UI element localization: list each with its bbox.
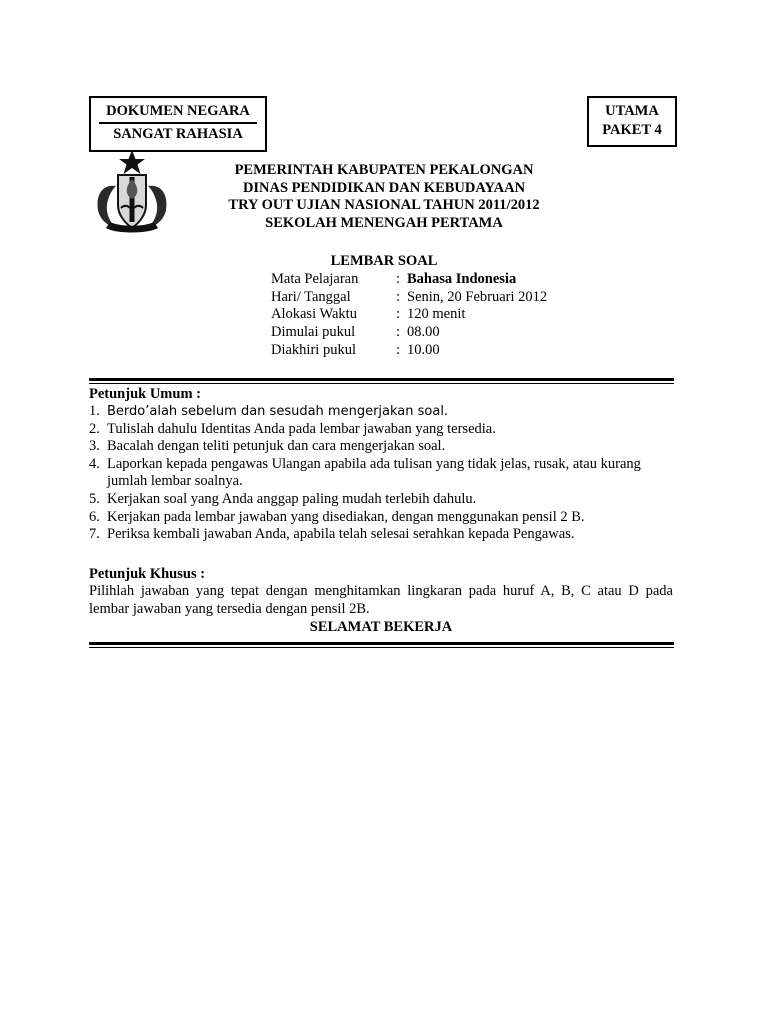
classification-divider [99, 122, 257, 124]
list-item-text: Laporkan kepada pengawas Ulangan apabila ada tulisan yang tidak jelas, rusak, atau kurang jumlah lembar soalnya. [107, 455, 641, 490]
sheet-title: LEMBAR SOAL [330, 253, 438, 269]
specific-instructions-title: Petunjuk Khusus : [89, 566, 206, 582]
info-label: Alokasi Waktu [271, 306, 357, 323]
info-label: Mata Pelajaran [271, 271, 359, 287]
info-value: Bahasa Indonesia [407, 271, 517, 287]
general-instructions-title: Petunjuk Umum : [89, 386, 201, 402]
section-divider-bottom [89, 642, 674, 648]
list-item: 1. Berdo’alah sebelum dan sesudah mengerjakan soal. [89, 403, 449, 419]
heading-line-4: SEKOLAH MENENGAH PERTAMA [265, 214, 503, 231]
list-item: 6. Kerjakan pada lembar jawaban yang disediakan, dengan menggunakan pensil 2 B. [89, 508, 585, 525]
info-value: Senin, 20 Februari 2012 [407, 288, 548, 305]
list-item: 2. Tulislah dahulu Identitas Anda pada lembar jawaban yang tersedia. [89, 420, 496, 437]
package-line-1: UTAMA [605, 103, 659, 119]
list-item-text: Kerjakan pada lembar jawaban yang disediakan, dengan menggunakan pensil 2 B. [107, 508, 585, 525]
general-instructions-list [89, 403, 673, 544]
classification-line-1: DOKUMEN NEGARA [106, 103, 250, 119]
info-value: 08.00 [407, 324, 440, 341]
list-item: 5. Kerjakan soal yang Anda anggap paling mudah terlebih dahulu. [89, 490, 477, 507]
info-value: 120 menit [407, 306, 466, 323]
info-colon: : [396, 324, 401, 341]
general-instructions [89, 386, 673, 544]
section-divider-top [89, 378, 674, 384]
institution-heading [170, 162, 598, 232]
package-line-2: PAKET 4 [602, 122, 662, 138]
list-item-text: Periksa kembali jawaban Anda, apabila telah selesai serahkan kepada Pengawas. [107, 526, 575, 543]
specific-instructions-body: Pilihlah jawaban yang tepat dengan menghitamkan lingkaran pada huruf A, B, C atau D pada lembar jawaban yang tersedia dengan pensil 2B. [89, 583, 673, 617]
info-colon: : [396, 288, 401, 305]
list-item-text: Tulislah dahulu Identitas Anda pada lembar jawaban yang tersedia. [107, 420, 496, 437]
list-item: 3. Bacalah dengan teliti petunjuk dan cara mengerjakan soal. [89, 438, 446, 455]
list-item-text: Bacalah dengan teliti petunjuk dan cara mengerjakan soal. [107, 438, 446, 455]
list-item-text: Kerjakan soal yang Anda anggap paling mudah terlebih dahulu. [107, 490, 477, 507]
closing-text: SELAMAT BEKERJA [309, 619, 453, 636]
info-colon: : [396, 341, 401, 358]
list-item-text: Berdo’alah sebelum dan sesudah mengerjakan soal. [107, 404, 449, 419]
package-box [587, 96, 677, 147]
heading-line-3: TRY OUT UJIAN NASIONAL TAHUN 2011/2012 [228, 197, 540, 213]
info-colon: : [396, 306, 401, 323]
info-colon: : [396, 271, 401, 287]
list-item: 4. Laporkan kepada pengawas Ulangan apabila ada tulisan yang tidak jelas, rusak, atau kurang jumlah lembar soalnya. [89, 455, 641, 490]
classification-box [89, 96, 267, 152]
heading-line-2: DINAS PENDIDIKAN DAN KEBUDAYAAN [242, 179, 526, 196]
classification-line-2: SANGAT RAHASIA [113, 126, 243, 142]
list-item: 7. Periksa kembali jawaban Anda, apabila telah selesai serahkan kepada Pengawas. [89, 526, 575, 543]
info-label: Dimulai pukul [271, 324, 356, 341]
info-value: 10.00 [407, 341, 440, 358]
info-label: Diakhiri pukul [271, 341, 356, 358]
heading-line-1: PEMERINTAH KABUPATEN PEKALONGAN [234, 162, 534, 178]
info-label: Hari/ Tanggal [271, 288, 351, 305]
regency-emblem-icon [94, 148, 170, 236]
specific-instructions [89, 566, 673, 637]
